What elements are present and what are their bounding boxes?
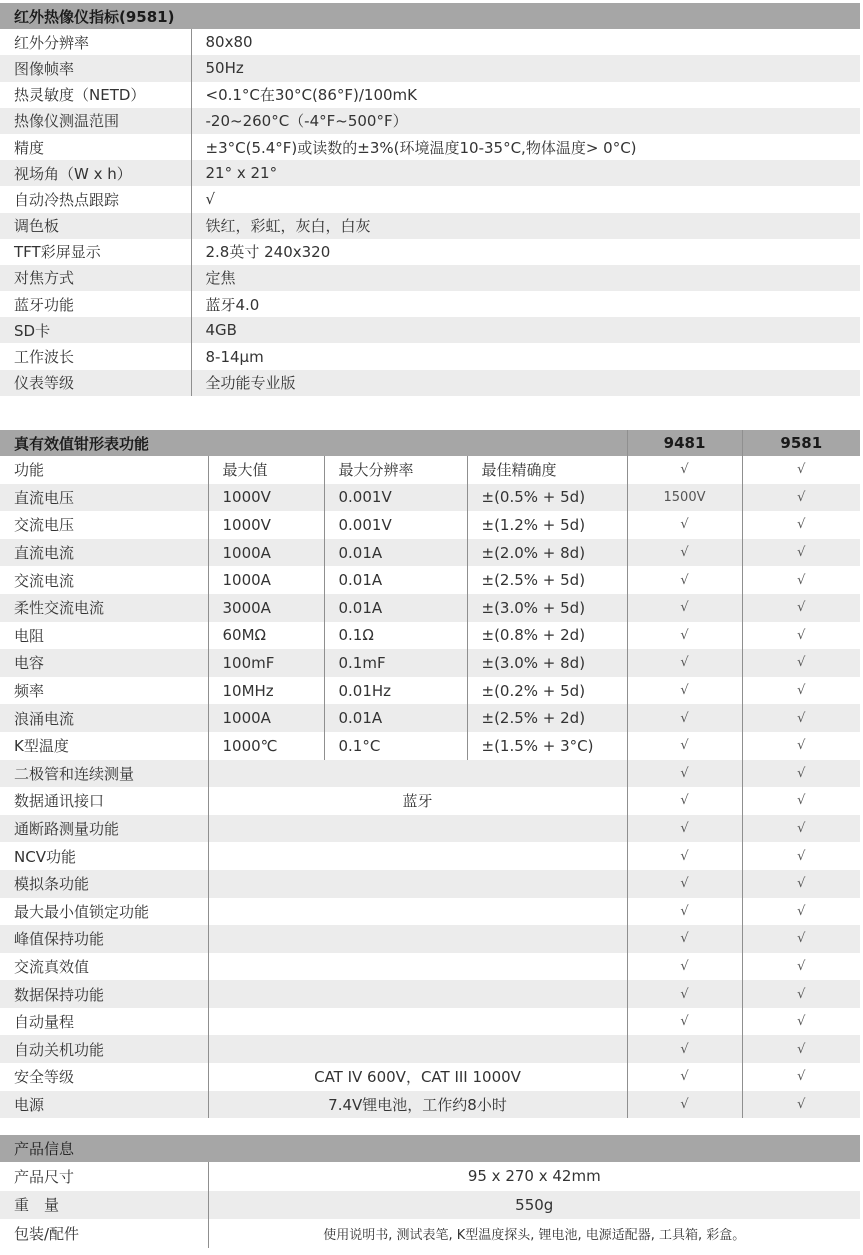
max-resolution: 0.01A bbox=[324, 539, 467, 567]
max-value: 1000A bbox=[208, 539, 324, 567]
model-9581-value: √ bbox=[797, 958, 806, 974]
spec-label: 调色板 bbox=[0, 213, 191, 239]
function-name: 交流电流 bbox=[0, 566, 208, 594]
ir-spec-row bbox=[0, 370, 860, 396]
max-resolution: 0.01A bbox=[324, 594, 467, 622]
spec-label: 红外分辨率 bbox=[0, 29, 191, 55]
model-9481-value: √ bbox=[627, 566, 742, 594]
column-acc: 最佳精确度 bbox=[467, 456, 627, 484]
max-resolution: 0.1mF bbox=[324, 649, 467, 677]
max-value: 10MHz bbox=[208, 677, 324, 705]
feature-row bbox=[0, 842, 860, 870]
model-9581-value: √ bbox=[742, 980, 860, 1008]
clamp-title: 真有效值钳形表功能 bbox=[0, 430, 627, 456]
model-9581-value: √ bbox=[797, 517, 806, 533]
model-9481-value: √ bbox=[627, 1035, 742, 1063]
spec-label: 热像仪测温范围 bbox=[0, 108, 191, 134]
feature-value: CAT IV 600V，CAT III 1000V bbox=[208, 1063, 627, 1091]
spec-label: 视场角（W x h） bbox=[0, 160, 191, 186]
max-value: 1000A bbox=[208, 566, 324, 594]
model-9581-value: √ bbox=[797, 1014, 806, 1030]
model-9581-value: √ bbox=[797, 848, 806, 864]
spec-value: 定焦 bbox=[191, 265, 860, 291]
spec-value: 全功能专业版 bbox=[191, 370, 860, 396]
column-max: 最大值 bbox=[208, 456, 324, 484]
feature-name: 通断路测量功能 bbox=[0, 815, 208, 843]
model-9481-value: √ bbox=[627, 898, 742, 926]
product-header bbox=[0, 1135, 860, 1162]
max-resolution: 0.01Hz bbox=[324, 677, 467, 705]
feature-name: NCV功能 bbox=[0, 842, 208, 870]
spec-label: 对焦方式 bbox=[0, 265, 191, 291]
model-9581-value: √ bbox=[797, 738, 806, 754]
feature-value bbox=[208, 1035, 627, 1063]
product-row bbox=[0, 1191, 860, 1220]
ir-spec-row bbox=[0, 134, 860, 160]
feature-value bbox=[208, 760, 627, 788]
model-9581-value: √ bbox=[797, 903, 806, 919]
function-name: 直流电压 bbox=[0, 484, 208, 512]
ir-spec-row bbox=[0, 317, 860, 343]
feature-name: 数据通讯接口 bbox=[0, 787, 208, 815]
feature-name: 自动量程 bbox=[0, 1008, 208, 1036]
best-accuracy: ±(2.5% + 2d) bbox=[467, 704, 627, 732]
ir-spec-row bbox=[0, 343, 860, 369]
feature-value bbox=[208, 815, 627, 843]
model-9481-value: √ bbox=[627, 842, 742, 870]
clamp-row bbox=[0, 732, 860, 760]
spec-label: 工作波长 bbox=[0, 343, 191, 369]
feature-value bbox=[208, 842, 627, 870]
spec-label: 图像帧率 bbox=[0, 55, 191, 81]
max-value: 3000A bbox=[208, 594, 324, 622]
ir-spec-row bbox=[0, 160, 860, 186]
clamp-row bbox=[0, 677, 860, 705]
spec-value: 4GB bbox=[191, 317, 860, 343]
function-name: 交流电压 bbox=[0, 511, 208, 539]
feature-value: 7.4V锂电池，工作约8小时 bbox=[208, 1091, 627, 1119]
product-row bbox=[0, 1219, 860, 1248]
model-9481-value: √ bbox=[627, 704, 742, 732]
spec-label: TFT彩屏显示 bbox=[0, 239, 191, 265]
product-value: 使用说明书, 测试表笔, K型温度探头, 锂电池, 电源适配器, 工具箱, 彩盒。 bbox=[323, 1227, 746, 1243]
product-row bbox=[0, 1162, 860, 1191]
model-9581-value: √ bbox=[742, 594, 860, 622]
model-9581-value: √ bbox=[742, 1091, 860, 1119]
model-9581-value: √ bbox=[742, 760, 860, 788]
ir-spec-row bbox=[0, 29, 860, 55]
function-name: 浪涌电流 bbox=[0, 704, 208, 732]
feature-row bbox=[0, 760, 860, 788]
feature-row bbox=[0, 1091, 860, 1119]
max-resolution: 0.1°C bbox=[324, 732, 467, 760]
feature-row bbox=[0, 787, 860, 815]
best-accuracy: ±(1.5% + 3°C) bbox=[467, 732, 627, 760]
spec-value: <0.1°C在30°C(86°F)/100mK bbox=[205, 86, 418, 105]
model-9581-value: √ bbox=[742, 1035, 860, 1063]
feature-name: 交流真效值 bbox=[0, 953, 208, 981]
function-name: 柔性交流电流 bbox=[0, 594, 208, 622]
product-title: 产品信息 bbox=[0, 1135, 860, 1162]
clamp-row bbox=[0, 704, 860, 732]
spec-label: SD卡 bbox=[0, 317, 191, 343]
model-9581-value: √ bbox=[742, 815, 860, 843]
model-9481-value: √ bbox=[627, 925, 742, 953]
ir-spec-header bbox=[0, 3, 860, 29]
ir-spec-row bbox=[0, 108, 860, 134]
spec-value: -20~260°C（-4°F~500°F） bbox=[191, 108, 860, 134]
spec-value: 蓝牙4.0 bbox=[205, 295, 260, 314]
product-label: 包装/配件 bbox=[0, 1219, 208, 1248]
model-9481-value: √ bbox=[627, 1008, 742, 1036]
model-9481-value: √ bbox=[627, 539, 742, 567]
clamp-row bbox=[0, 484, 860, 512]
model-9481-value: √ bbox=[627, 1063, 742, 1091]
feature-row bbox=[0, 980, 860, 1008]
spec-value: 21° x 21° bbox=[191, 160, 860, 186]
column-func: 功能 bbox=[0, 456, 208, 484]
model-9581-value: √ bbox=[742, 649, 860, 677]
model-9581-header: 9581 bbox=[742, 430, 860, 456]
feature-row bbox=[0, 925, 860, 953]
model-9481-value: √ bbox=[627, 870, 742, 898]
spec-value: ±3°C(5.4°F)或读数的±3%(环境温度10-35°C,物体温度> 0°C) bbox=[205, 138, 637, 157]
function-name: 电阻 bbox=[0, 622, 208, 650]
feature-name: 数据保持功能 bbox=[0, 980, 208, 1008]
model-9581-value: √ bbox=[797, 793, 806, 809]
column-res: 最大分辨率 bbox=[324, 456, 467, 484]
column-9581-check: √ bbox=[797, 462, 806, 478]
product-label: 重 量 bbox=[0, 1191, 208, 1220]
model-9481-value: √ bbox=[627, 677, 742, 705]
ir-spec-table bbox=[0, 3, 860, 396]
product-value: 95 x 270 x 42mm bbox=[467, 1167, 601, 1186]
model-9581-value: √ bbox=[797, 1069, 806, 1085]
model-9481-value: √ bbox=[627, 622, 742, 650]
clamp-row bbox=[0, 622, 860, 650]
clamp-header bbox=[0, 430, 860, 456]
feature-row bbox=[0, 1063, 860, 1091]
max-resolution: 0.01A bbox=[324, 704, 467, 732]
feature-value bbox=[208, 898, 627, 926]
feature-value bbox=[208, 870, 627, 898]
model-9481-value: √ bbox=[627, 760, 742, 788]
spec-label: 蓝牙功能 bbox=[0, 291, 191, 317]
feature-name: 最大最小值锁定功能 bbox=[0, 898, 208, 926]
max-resolution: 0.1Ω bbox=[324, 622, 467, 650]
max-value: 100mF bbox=[208, 649, 324, 677]
model-9481-value: √ bbox=[627, 953, 742, 981]
model-9581-value: √ bbox=[797, 683, 806, 699]
model-9581-value: √ bbox=[797, 627, 806, 643]
spec-value: √ bbox=[205, 190, 216, 209]
spec-label: 仪表等级 bbox=[0, 370, 191, 396]
clamp-row bbox=[0, 566, 860, 594]
ir-spec-row bbox=[0, 239, 860, 265]
max-value: 1000V bbox=[208, 484, 324, 512]
model-9481-value: √ bbox=[627, 594, 742, 622]
max-resolution: 0.001V bbox=[324, 484, 467, 512]
feature-row bbox=[0, 953, 860, 981]
spec-label: 自动冷热点跟踪 bbox=[0, 186, 191, 212]
best-accuracy: ±(3.0% + 5d) bbox=[467, 594, 627, 622]
spec-value: 8-14μm bbox=[205, 347, 264, 366]
ir-spec-title: 红外热像仪指标(9581) bbox=[0, 3, 860, 29]
feature-name: 模拟条功能 bbox=[0, 870, 208, 898]
model-9481-value: 1500V bbox=[627, 484, 742, 512]
model-9481-value: √ bbox=[627, 787, 742, 815]
feature-name: 电源 bbox=[0, 1091, 208, 1119]
spec-value: 80x80 bbox=[205, 33, 253, 52]
model-9481-value: √ bbox=[627, 815, 742, 843]
max-value: 1000℃ bbox=[208, 732, 324, 760]
best-accuracy: ±(2.5% + 5d) bbox=[467, 566, 627, 594]
max-resolution: 0.01A bbox=[324, 566, 467, 594]
model-9581-value: √ bbox=[742, 484, 860, 512]
spec-value: 50Hz bbox=[191, 55, 860, 81]
clamp-row bbox=[0, 649, 860, 677]
ir-spec-row bbox=[0, 55, 860, 81]
column-9481-check: √ bbox=[627, 456, 742, 484]
clamp-function-table bbox=[0, 430, 860, 1118]
model-9481-value: √ bbox=[627, 1091, 742, 1119]
feature-value bbox=[208, 980, 627, 1008]
max-value: 60MΩ bbox=[208, 622, 324, 650]
clamp-row bbox=[0, 594, 860, 622]
feature-row bbox=[0, 1008, 860, 1036]
ir-spec-row bbox=[0, 291, 860, 317]
ir-spec-row bbox=[0, 82, 860, 108]
feature-value bbox=[208, 1008, 627, 1036]
function-name: 频率 bbox=[0, 677, 208, 705]
product-label: 产品尺寸 bbox=[0, 1162, 208, 1191]
feature-row bbox=[0, 815, 860, 843]
best-accuracy: ±(0.8% + 2d) bbox=[467, 622, 627, 650]
feature-value: 蓝牙 bbox=[208, 787, 627, 815]
spec-label: 热灵敏度（NETD） bbox=[0, 82, 191, 108]
best-accuracy: ±(3.0% + 8d) bbox=[467, 649, 627, 677]
model-9481-header: 9481 bbox=[627, 430, 742, 456]
feature-name: 安全等级 bbox=[0, 1063, 208, 1091]
best-accuracy: ±(1.2% + 5d) bbox=[467, 511, 627, 539]
ir-spec-row bbox=[0, 213, 860, 239]
model-9581-value: √ bbox=[797, 572, 806, 588]
ir-spec-row bbox=[0, 186, 860, 212]
clamp-row bbox=[0, 539, 860, 567]
feature-name: 二极管和连续测量 bbox=[0, 760, 208, 788]
product-info-table bbox=[0, 1135, 860, 1248]
spec-value: 铁红，彩虹，灰白，白灰 bbox=[191, 213, 860, 239]
best-accuracy: ±(0.2% + 5d) bbox=[467, 677, 627, 705]
feature-value bbox=[208, 925, 627, 953]
model-9581-value: √ bbox=[742, 539, 860, 567]
model-9581-value: √ bbox=[742, 870, 860, 898]
max-value: 1000V bbox=[208, 511, 324, 539]
feature-row bbox=[0, 1035, 860, 1063]
product-value: 550g bbox=[208, 1191, 860, 1220]
ir-spec-row bbox=[0, 265, 860, 291]
model-9581-value: √ bbox=[742, 925, 860, 953]
model-9581-value: √ bbox=[742, 704, 860, 732]
spec-label: 精度 bbox=[0, 134, 191, 160]
function-name: 电容 bbox=[0, 649, 208, 677]
feature-row bbox=[0, 870, 860, 898]
feature-name: 峰值保持功能 bbox=[0, 925, 208, 953]
best-accuracy: ±(0.5% + 5d) bbox=[467, 484, 627, 512]
best-accuracy: ±(2.0% + 8d) bbox=[467, 539, 627, 567]
feature-name: 自动关机功能 bbox=[0, 1035, 208, 1063]
function-name: K型温度 bbox=[0, 732, 208, 760]
feature-value bbox=[208, 953, 627, 981]
feature-row bbox=[0, 898, 860, 926]
model-9481-value: √ bbox=[627, 980, 742, 1008]
function-name: 直流电流 bbox=[0, 539, 208, 567]
clamp-row bbox=[0, 511, 860, 539]
model-9481-value: √ bbox=[627, 732, 742, 760]
model-9481-value: √ bbox=[627, 649, 742, 677]
max-resolution: 0.001V bbox=[324, 511, 467, 539]
clamp-column-row bbox=[0, 456, 860, 484]
model-9481-value: √ bbox=[627, 511, 742, 539]
max-value: 1000A bbox=[208, 704, 324, 732]
spec-value: 2.8英寸 240x320 bbox=[205, 243, 331, 262]
